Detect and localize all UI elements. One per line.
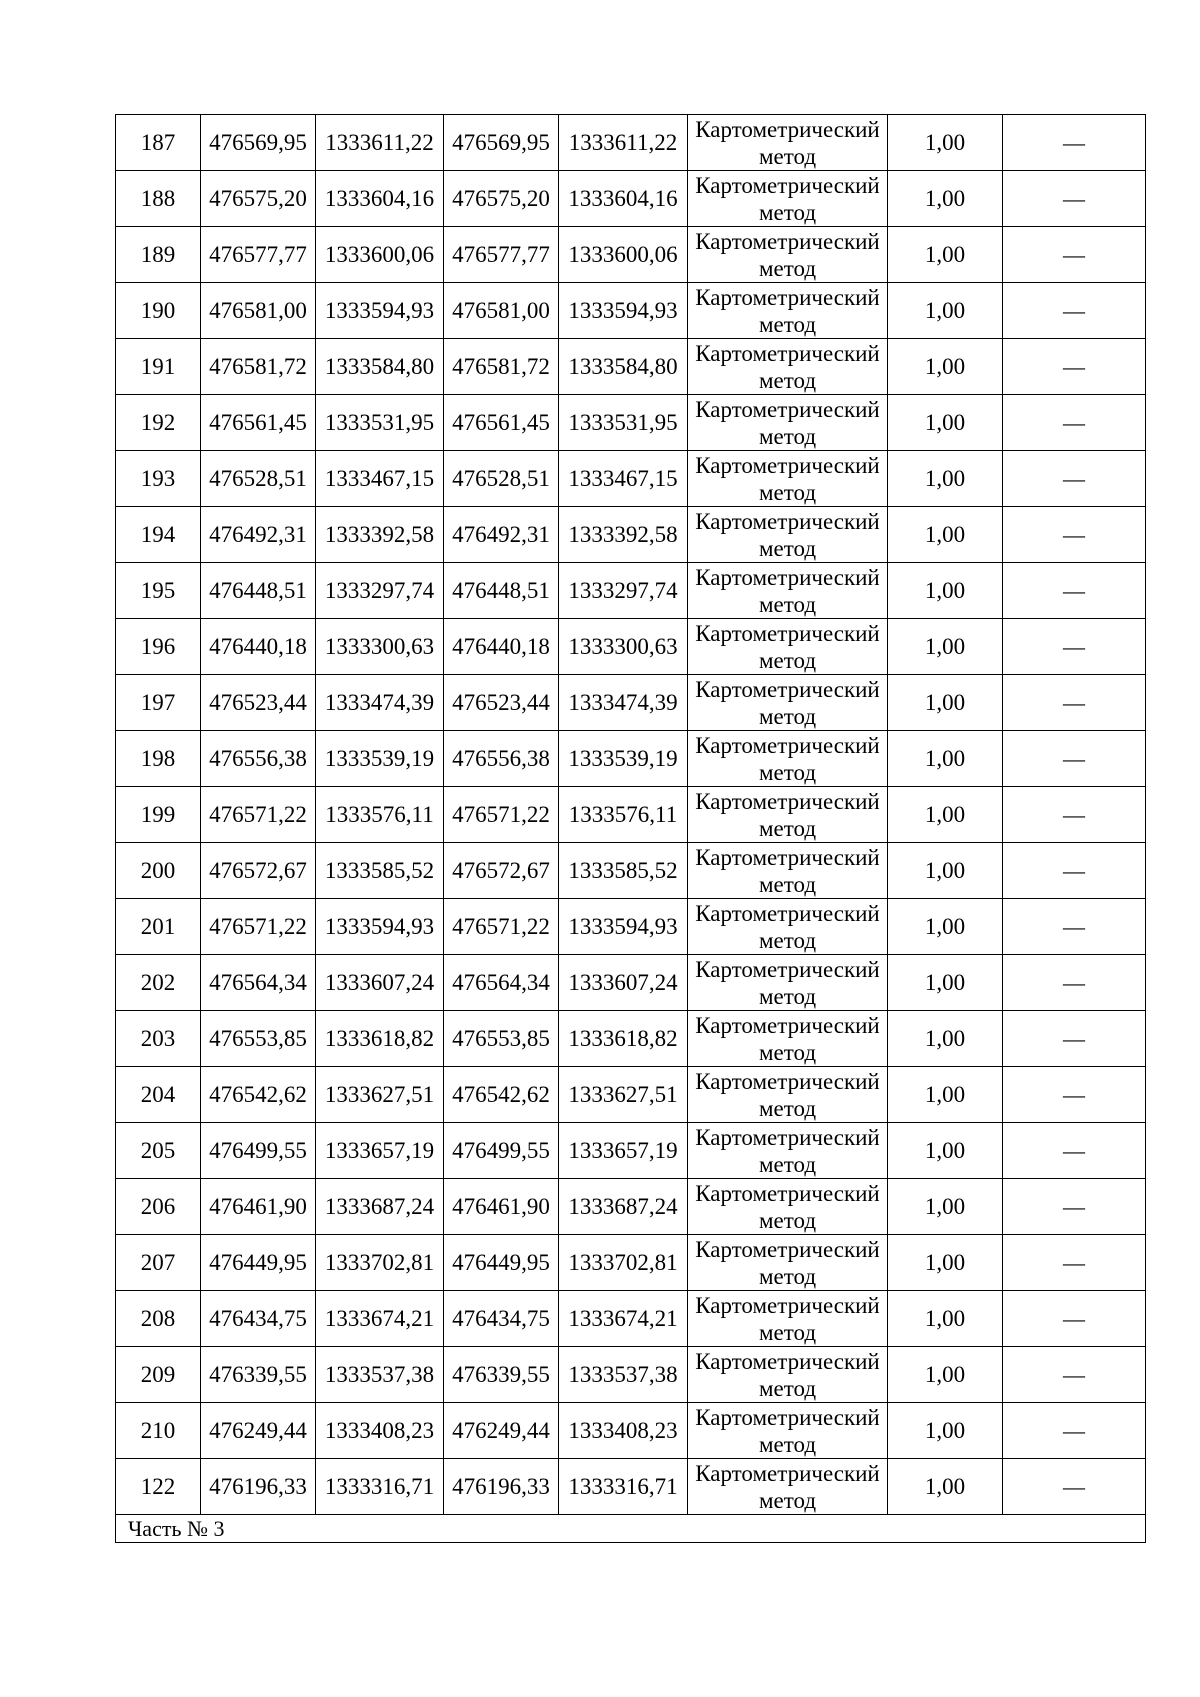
point-number-cell: 195 [116, 563, 201, 619]
y-coordinate-new-cell: 1333618,82 [559, 1011, 688, 1067]
note-cell: — [1003, 1291, 1146, 1347]
x-coordinate-cell: 476577,77 [201, 227, 316, 283]
note-cell: — [1003, 1235, 1146, 1291]
table-row [116, 955, 1146, 1011]
x-coordinate-cell: 476434,75 [201, 1291, 316, 1347]
method-line1: Картометрический [695, 340, 880, 366]
accuracy-cell: 1,00 [888, 1179, 1003, 1235]
y-coordinate-cell: 1333594,93 [316, 899, 444, 955]
y-coordinate-new-cell: 1333576,11 [559, 787, 688, 843]
accuracy-cell: 1,00 [888, 1123, 1003, 1179]
method-line2: метод [758, 1487, 817, 1513]
y-coordinate-new-cell: 1333474,39 [559, 675, 688, 731]
accuracy-cell: 1,00 [888, 1403, 1003, 1459]
note-cell: — [1003, 395, 1146, 451]
method-line1: Картометрический [695, 1292, 880, 1318]
note-cell: — [1003, 731, 1146, 787]
point-number-cell: 196 [116, 619, 201, 675]
y-coordinate-cell: 1333607,24 [316, 955, 444, 1011]
method-cell [688, 283, 888, 339]
method-line1: Картометрический [695, 1348, 880, 1374]
method-line2: метод [758, 927, 817, 953]
method-cell [688, 899, 888, 955]
method-line2: метод [758, 1039, 817, 1065]
x-coordinate-new-cell: 476575,20 [444, 171, 559, 227]
method-line2: метод [758, 1375, 817, 1401]
note-cell: — [1003, 955, 1146, 1011]
y-coordinate-new-cell: 1333604,16 [559, 171, 688, 227]
y-coordinate-new-cell: 1333392,58 [559, 507, 688, 563]
table-row [116, 1403, 1146, 1459]
method-line1: Картометрический [695, 1068, 880, 1094]
x-coordinate-new-cell: 476581,00 [444, 283, 559, 339]
x-coordinate-cell: 476571,22 [201, 899, 316, 955]
point-number-cell: 197 [116, 675, 201, 731]
accuracy-cell: 1,00 [888, 451, 1003, 507]
x-coordinate-cell: 476461,90 [201, 1179, 316, 1235]
y-coordinate-new-cell: 1333657,19 [559, 1123, 688, 1179]
table-row [116, 115, 1146, 171]
y-coordinate-new-cell: 1333539,19 [559, 731, 688, 787]
y-coordinate-new-cell: 1333537,38 [559, 1347, 688, 1403]
x-coordinate-new-cell: 476499,55 [444, 1123, 559, 1179]
note-cell: — [1003, 1011, 1146, 1067]
method-line1: Картометрический [695, 844, 880, 870]
x-coordinate-cell: 476569,95 [201, 115, 316, 171]
x-coordinate-cell: 476339,55 [201, 1347, 316, 1403]
method-line2: метод [758, 535, 817, 561]
method-line1: Картометрический [695, 788, 880, 814]
note-cell: — [1003, 171, 1146, 227]
method-line1: Картометрический [695, 228, 880, 254]
method-line1: Картометрический [695, 1460, 880, 1486]
point-number-cell: 206 [116, 1179, 201, 1235]
point-number-cell: 189 [116, 227, 201, 283]
table-row [116, 1347, 1146, 1403]
accuracy-cell: 1,00 [888, 227, 1003, 283]
note-cell: — [1003, 1067, 1146, 1123]
accuracy-cell: 1,00 [888, 899, 1003, 955]
method-line1: Картометрический [695, 1180, 880, 1206]
method-line2: метод [758, 759, 817, 785]
note-cell: — [1003, 1347, 1146, 1403]
method-cell [688, 843, 888, 899]
y-coordinate-cell: 1333297,74 [316, 563, 444, 619]
method-line2: метод [758, 255, 817, 281]
y-coordinate-new-cell: 1333687,24 [559, 1179, 688, 1235]
accuracy-cell: 1,00 [888, 731, 1003, 787]
x-coordinate-new-cell: 476553,85 [444, 1011, 559, 1067]
y-coordinate-cell: 1333300,63 [316, 619, 444, 675]
method-line1: Картометрический [695, 1012, 880, 1038]
method-line2: метод [758, 367, 817, 393]
method-line1: Картометрический [695, 732, 880, 758]
method-line2: метод [758, 199, 817, 225]
y-coordinate-cell: 1333611,22 [316, 115, 444, 171]
x-coordinate-new-cell: 476249,44 [444, 1403, 559, 1459]
method-cell [688, 227, 888, 283]
point-number-cell: 193 [116, 451, 201, 507]
method-line2: метод [758, 815, 817, 841]
method-cell [688, 507, 888, 563]
y-coordinate-cell: 1333467,15 [316, 451, 444, 507]
coordinates-table [115, 114, 1146, 1543]
point-number-cell: 207 [116, 1235, 201, 1291]
method-line2: метод [758, 1431, 817, 1457]
table-row [116, 171, 1146, 227]
x-coordinate-new-cell: 476556,38 [444, 731, 559, 787]
note-cell: — [1003, 507, 1146, 563]
method-cell [688, 1291, 888, 1347]
x-coordinate-new-cell: 476581,72 [444, 339, 559, 395]
method-line2: метод [758, 311, 817, 337]
point-number-cell: 191 [116, 339, 201, 395]
x-coordinate-cell: 476542,62 [201, 1067, 316, 1123]
method-line1: Картометрический [695, 1404, 880, 1430]
x-coordinate-cell: 476440,18 [201, 619, 316, 675]
x-coordinate-cell: 476449,95 [201, 1235, 316, 1291]
method-line2: метод [758, 479, 817, 505]
y-coordinate-cell: 1333657,19 [316, 1123, 444, 1179]
method-line2: метод [758, 1207, 817, 1233]
x-coordinate-new-cell: 476461,90 [444, 1179, 559, 1235]
accuracy-cell: 1,00 [888, 1347, 1003, 1403]
note-cell: — [1003, 675, 1146, 731]
y-coordinate-new-cell: 1333600,06 [559, 227, 688, 283]
y-coordinate-cell: 1333531,95 [316, 395, 444, 451]
method-cell [688, 1179, 888, 1235]
y-coordinate-new-cell: 1333674,21 [559, 1291, 688, 1347]
x-coordinate-cell: 476561,45 [201, 395, 316, 451]
y-coordinate-new-cell: 1333316,71 [559, 1459, 688, 1515]
y-coordinate-cell: 1333687,24 [316, 1179, 444, 1235]
y-coordinate-cell: 1333600,06 [316, 227, 444, 283]
x-coordinate-cell: 476492,31 [201, 507, 316, 563]
note-cell: — [1003, 843, 1146, 899]
table-footer-row [116, 1515, 1146, 1543]
method-line1: Картометрический [695, 396, 880, 422]
x-coordinate-cell: 476575,20 [201, 171, 316, 227]
y-coordinate-cell: 1333576,11 [316, 787, 444, 843]
table-row [116, 339, 1146, 395]
table-row [116, 507, 1146, 563]
point-number-cell: 209 [116, 1347, 201, 1403]
x-coordinate-new-cell: 476571,22 [444, 787, 559, 843]
x-coordinate-cell: 476581,00 [201, 283, 316, 339]
table-row [116, 1459, 1146, 1515]
note-cell: — [1003, 227, 1146, 283]
y-coordinate-cell: 1333627,51 [316, 1067, 444, 1123]
method-line1: Картометрический [695, 1236, 880, 1262]
method-line1: Картометрический [695, 956, 880, 982]
x-coordinate-new-cell: 476569,95 [444, 115, 559, 171]
x-coordinate-cell: 476523,44 [201, 675, 316, 731]
note-cell: — [1003, 563, 1146, 619]
accuracy-cell: 1,00 [888, 1291, 1003, 1347]
method-cell [688, 1403, 888, 1459]
method-line2: метод [758, 423, 817, 449]
method-line1: Картометрический [695, 900, 880, 926]
y-coordinate-cell: 1333474,39 [316, 675, 444, 731]
table-row [116, 1235, 1146, 1291]
x-coordinate-cell: 476196,33 [201, 1459, 316, 1515]
x-coordinate-new-cell: 476572,67 [444, 843, 559, 899]
y-coordinate-new-cell: 1333611,22 [559, 115, 688, 171]
point-number-cell: 188 [116, 171, 201, 227]
table-row [116, 563, 1146, 619]
accuracy-cell: 1,00 [888, 675, 1003, 731]
x-coordinate-cell: 476528,51 [201, 451, 316, 507]
accuracy-cell: 1,00 [888, 787, 1003, 843]
table-row [116, 451, 1146, 507]
table-body [116, 115, 1146, 1543]
y-coordinate-cell: 1333392,58 [316, 507, 444, 563]
method-line1: Картометрический [695, 116, 880, 142]
x-coordinate-cell: 476564,34 [201, 955, 316, 1011]
accuracy-cell: 1,00 [888, 1011, 1003, 1067]
y-coordinate-cell: 1333618,82 [316, 1011, 444, 1067]
y-coordinate-cell: 1333674,21 [316, 1291, 444, 1347]
table-row [116, 1291, 1146, 1347]
y-coordinate-cell: 1333585,52 [316, 843, 444, 899]
x-coordinate-cell: 476571,22 [201, 787, 316, 843]
note-cell: — [1003, 339, 1146, 395]
table-row [116, 899, 1146, 955]
x-coordinate-new-cell: 476448,51 [444, 563, 559, 619]
y-coordinate-new-cell: 1333531,95 [559, 395, 688, 451]
method-cell [688, 1123, 888, 1179]
accuracy-cell: 1,00 [888, 171, 1003, 227]
point-number-cell: 192 [116, 395, 201, 451]
point-number-cell: 187 [116, 115, 201, 171]
note-cell: — [1003, 1179, 1146, 1235]
point-number-cell: 204 [116, 1067, 201, 1123]
table-row [116, 731, 1146, 787]
method-cell [688, 1347, 888, 1403]
y-coordinate-cell: 1333316,71 [316, 1459, 444, 1515]
table-row [116, 787, 1146, 843]
method-cell [688, 451, 888, 507]
method-line1: Картометрический [695, 676, 880, 702]
point-number-cell: 203 [116, 1011, 201, 1067]
method-cell [688, 731, 888, 787]
method-cell [688, 955, 888, 1011]
method-cell [688, 171, 888, 227]
method-line2: метод [758, 647, 817, 673]
method-line1: Картометрический [695, 452, 880, 478]
x-coordinate-cell: 476249,44 [201, 1403, 316, 1459]
x-coordinate-cell: 476581,72 [201, 339, 316, 395]
x-coordinate-cell: 476572,67 [201, 843, 316, 899]
point-number-cell: 198 [116, 731, 201, 787]
y-coordinate-new-cell: 1333408,23 [559, 1403, 688, 1459]
method-line1: Картометрический [695, 1124, 880, 1150]
method-cell [688, 1067, 888, 1123]
accuracy-cell: 1,00 [888, 955, 1003, 1011]
y-coordinate-cell: 1333408,23 [316, 1403, 444, 1459]
method-cell [688, 395, 888, 451]
method-cell [688, 563, 888, 619]
method-line2: метод [758, 1263, 817, 1289]
y-coordinate-new-cell: 1333584,80 [559, 339, 688, 395]
x-coordinate-new-cell: 476196,33 [444, 1459, 559, 1515]
method-line1: Картометрический [695, 172, 880, 198]
point-number-cell: 200 [116, 843, 201, 899]
y-coordinate-new-cell: 1333607,24 [559, 955, 688, 1011]
accuracy-cell: 1,00 [888, 283, 1003, 339]
method-line2: метод [758, 871, 817, 897]
y-coordinate-cell: 1333539,19 [316, 731, 444, 787]
method-cell [688, 1011, 888, 1067]
y-coordinate-new-cell: 1333594,93 [559, 283, 688, 339]
y-coordinate-new-cell: 1333300,63 [559, 619, 688, 675]
table-row [116, 1123, 1146, 1179]
x-coordinate-new-cell: 476564,34 [444, 955, 559, 1011]
y-coordinate-cell: 1333702,81 [316, 1235, 444, 1291]
accuracy-cell: 1,00 [888, 619, 1003, 675]
y-coordinate-new-cell: 1333627,51 [559, 1067, 688, 1123]
x-coordinate-cell: 476499,55 [201, 1123, 316, 1179]
y-coordinate-cell: 1333594,93 [316, 283, 444, 339]
part-label: Часть № 3 [116, 1515, 1146, 1543]
method-line2: метод [758, 983, 817, 1009]
point-number-cell: 202 [116, 955, 201, 1011]
point-number-cell: 194 [116, 507, 201, 563]
y-coordinate-new-cell: 1333467,15 [559, 451, 688, 507]
accuracy-cell: 1,00 [888, 1067, 1003, 1123]
point-number-cell: 201 [116, 899, 201, 955]
x-coordinate-new-cell: 476434,75 [444, 1291, 559, 1347]
x-coordinate-cell: 476556,38 [201, 731, 316, 787]
table-row [116, 1011, 1146, 1067]
method-cell [688, 115, 888, 171]
point-number-cell: 208 [116, 1291, 201, 1347]
accuracy-cell: 1,00 [888, 339, 1003, 395]
table-row [116, 619, 1146, 675]
y-coordinate-cell: 1333584,80 [316, 339, 444, 395]
point-number-cell: 122 [116, 1459, 201, 1515]
y-coordinate-new-cell: 1333702,81 [559, 1235, 688, 1291]
table-row [116, 227, 1146, 283]
method-line2: метод [758, 1151, 817, 1177]
x-coordinate-new-cell: 476571,22 [444, 899, 559, 955]
point-number-cell: 210 [116, 1403, 201, 1459]
note-cell: — [1003, 899, 1146, 955]
x-coordinate-new-cell: 476492,31 [444, 507, 559, 563]
method-line2: метод [758, 591, 817, 617]
y-coordinate-cell: 1333604,16 [316, 171, 444, 227]
method-line1: Картометрический [695, 620, 880, 646]
x-coordinate-new-cell: 476528,51 [444, 451, 559, 507]
y-coordinate-new-cell: 1333594,93 [559, 899, 688, 955]
note-cell: — [1003, 115, 1146, 171]
x-coordinate-cell: 476553,85 [201, 1011, 316, 1067]
table-row [116, 395, 1146, 451]
x-coordinate-new-cell: 476542,62 [444, 1067, 559, 1123]
y-coordinate-cell: 1333537,38 [316, 1347, 444, 1403]
method-line2: метод [758, 1319, 817, 1345]
method-cell [688, 1235, 888, 1291]
method-line2: метод [758, 703, 817, 729]
point-number-cell: 205 [116, 1123, 201, 1179]
x-coordinate-new-cell: 476449,95 [444, 1235, 559, 1291]
method-line2: метод [758, 1095, 817, 1121]
x-coordinate-new-cell: 476561,45 [444, 395, 559, 451]
note-cell: — [1003, 1459, 1146, 1515]
method-cell [688, 619, 888, 675]
method-line2: метод [758, 143, 817, 169]
accuracy-cell: 1,00 [888, 507, 1003, 563]
x-coordinate-new-cell: 476523,44 [444, 675, 559, 731]
note-cell: — [1003, 1123, 1146, 1179]
method-cell [688, 675, 888, 731]
x-coordinate-new-cell: 476440,18 [444, 619, 559, 675]
accuracy-cell: 1,00 [888, 843, 1003, 899]
table-row [116, 675, 1146, 731]
y-coordinate-new-cell: 1333297,74 [559, 563, 688, 619]
note-cell: — [1003, 451, 1146, 507]
note-cell: — [1003, 619, 1146, 675]
method-cell [688, 339, 888, 395]
point-number-cell: 199 [116, 787, 201, 843]
accuracy-cell: 1,00 [888, 563, 1003, 619]
note-cell: — [1003, 283, 1146, 339]
method-line1: Картометрический [695, 564, 880, 590]
note-cell: — [1003, 1403, 1146, 1459]
table-row [116, 843, 1146, 899]
table-row [116, 283, 1146, 339]
y-coordinate-new-cell: 1333585,52 [559, 843, 688, 899]
x-coordinate-new-cell: 476339,55 [444, 1347, 559, 1403]
method-line1: Картометрический [695, 284, 880, 310]
accuracy-cell: 1,00 [888, 1235, 1003, 1291]
method-cell [688, 787, 888, 843]
point-number-cell: 190 [116, 283, 201, 339]
x-coordinate-cell: 476448,51 [201, 563, 316, 619]
method-line1: Картометрический [695, 508, 880, 534]
table-row [116, 1067, 1146, 1123]
x-coordinate-new-cell: 476577,77 [444, 227, 559, 283]
accuracy-cell: 1,00 [888, 115, 1003, 171]
method-cell [688, 1459, 888, 1515]
note-cell: — [1003, 787, 1146, 843]
accuracy-cell: 1,00 [888, 1459, 1003, 1515]
accuracy-cell: 1,00 [888, 395, 1003, 451]
table-row [116, 1179, 1146, 1235]
